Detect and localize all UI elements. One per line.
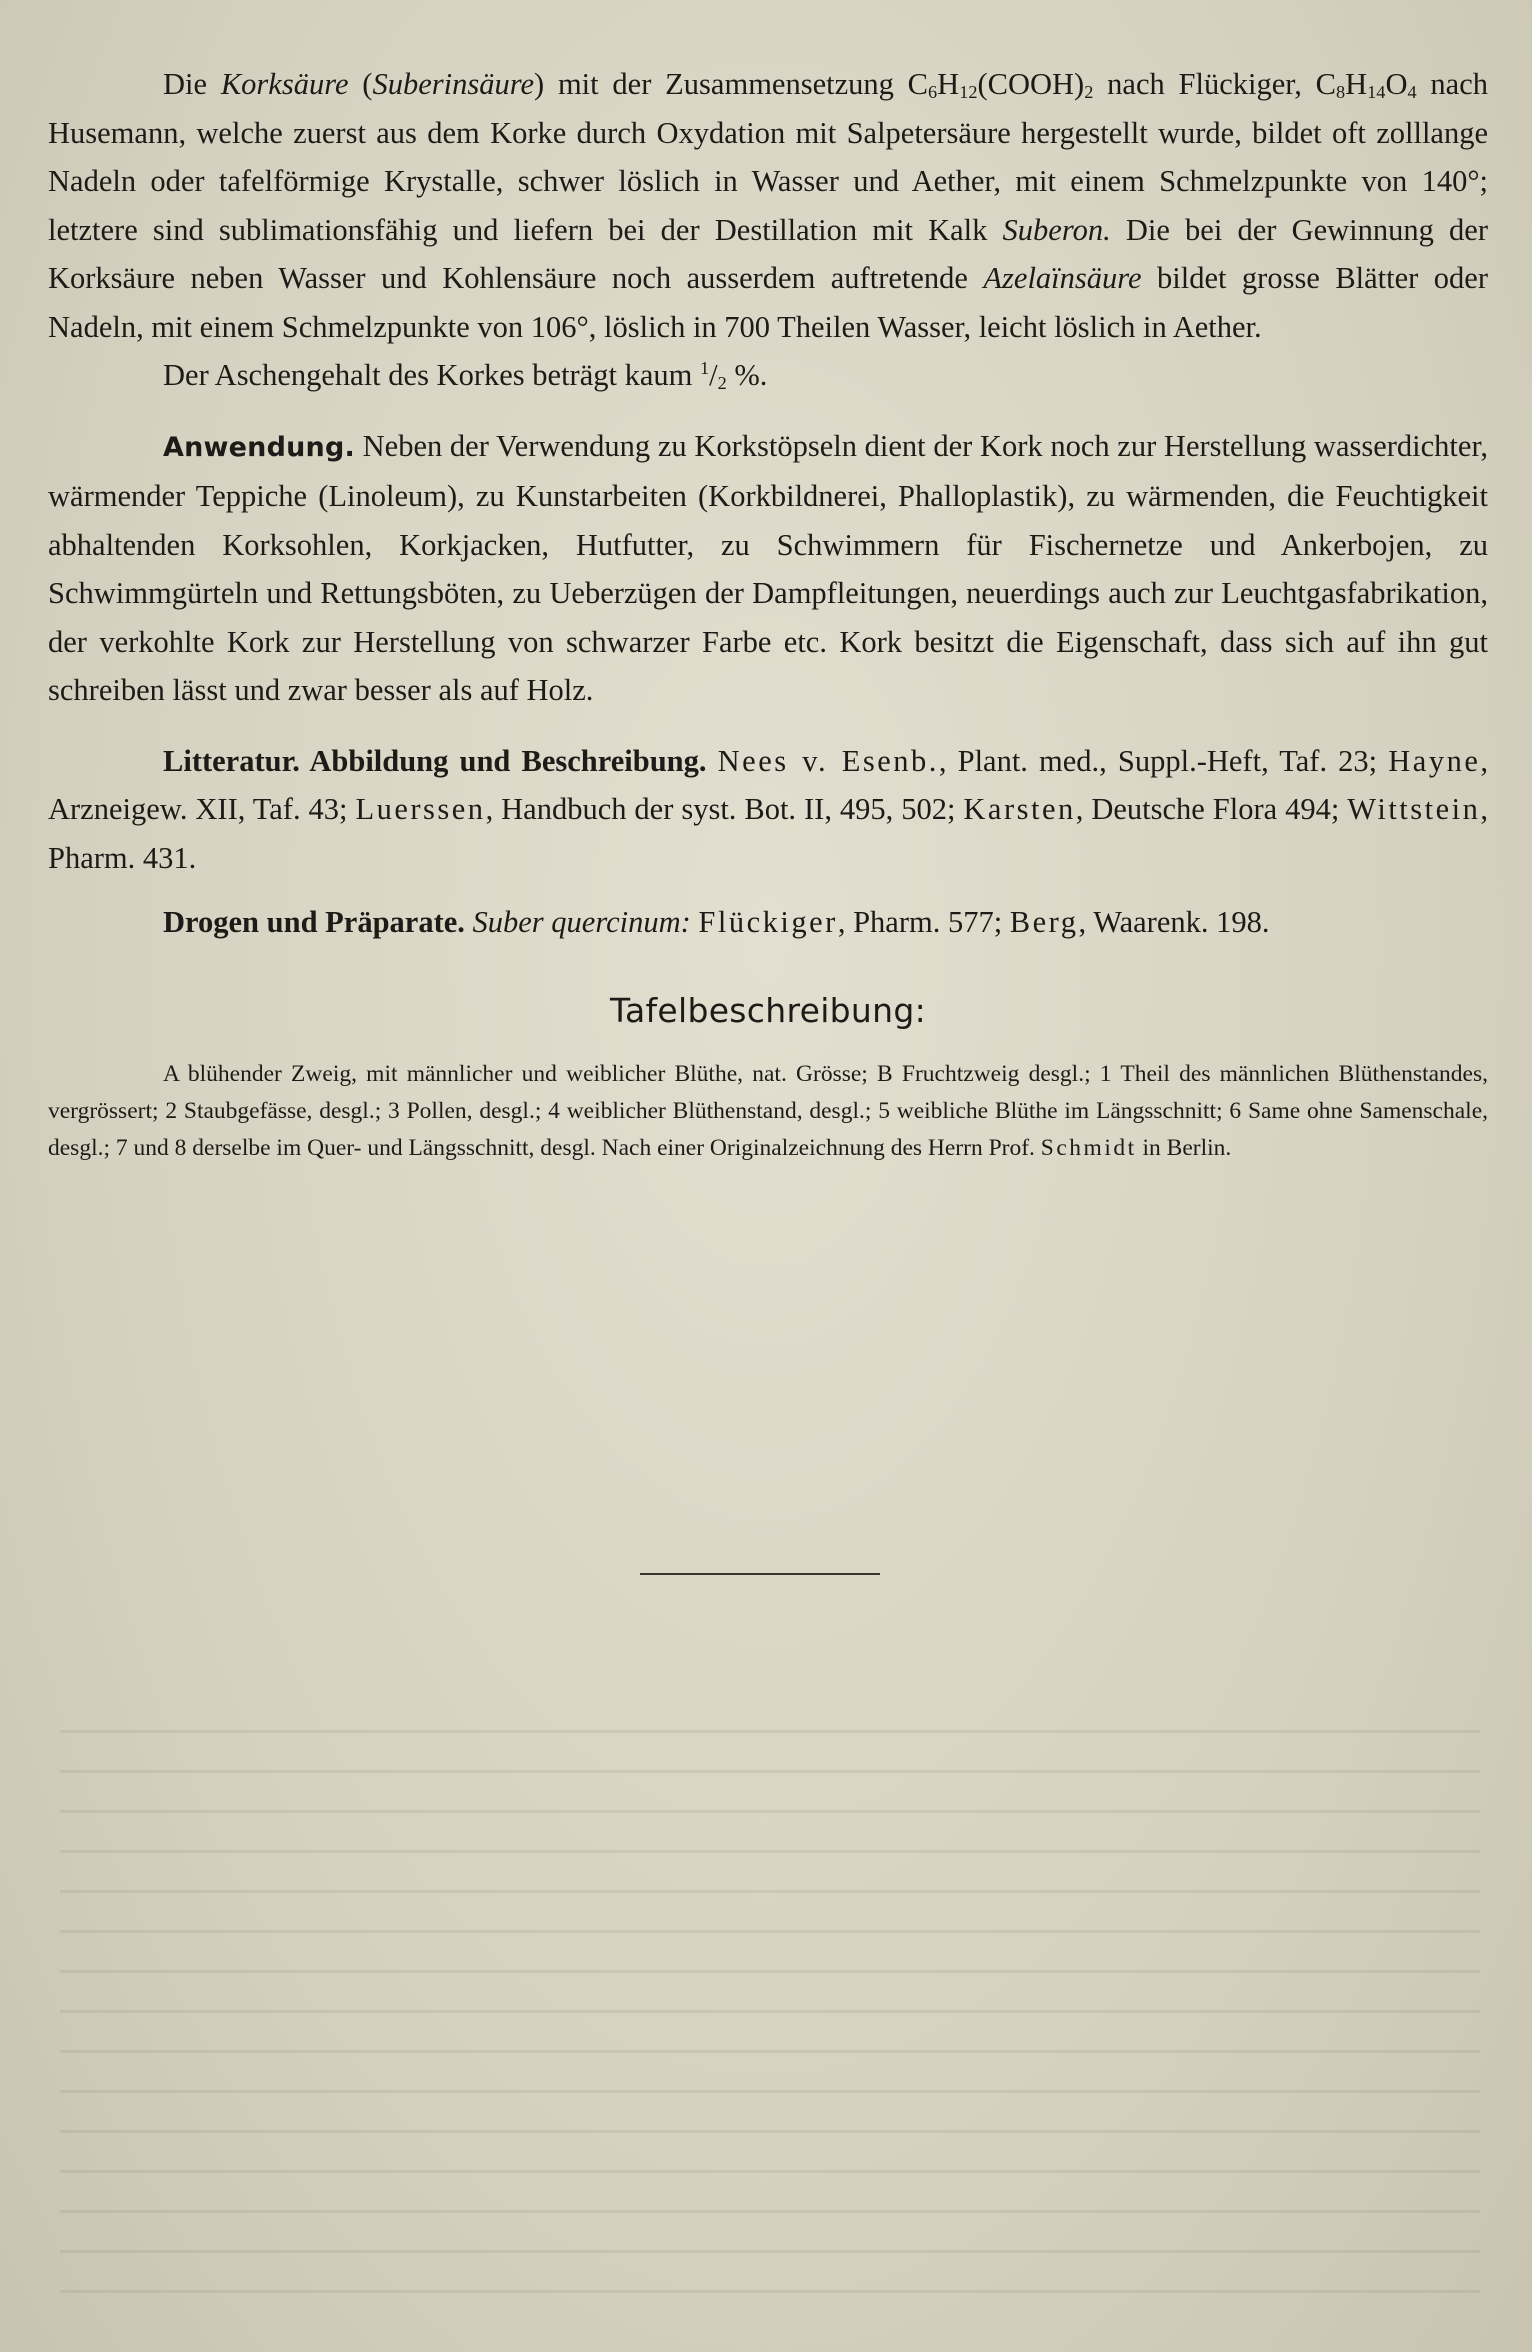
plate-description-heading: Tafelbeschreibung:: [609, 990, 927, 1030]
section-divider: [640, 1573, 880, 1575]
suberin-paragraph: Die Korksäure (Suberinsäure) mit der Zusammensetzung $C_6H_{12}(COOH)_2$ nach Flückiger, $C_8H_{14}O_4$ nach Husemann, welche zuerst aus dem Korke durch Oxydation mit Salpetersäure hergestellt wurde, bildet oft zolllange Nadeln oder tafelförmige Krystalle, schwer löslich in Wasser und Aether, mit einem Schmelzpunkte von 140°; letztere sind sublimationsfähig und liefern bei der Destillation mit Kalk Suberon. Die bei der Gewinnung der Korksäure neben Wasser und Kohlensäure noch ausserdem auftretende Azelaïnsäure bildet grosse Blätter oder Nadeln, mit einem Schmelzpunkte von 106°, löslich in 700 Theilen Wasser, leicht löslich in Aether.: [48, 67, 1488, 344]
application-lead: Anwendung.: [163, 431, 355, 463]
show-through-background: [60, 1700, 1480, 2320]
drugs-lead: Drogen und Präparate.: [163, 905, 465, 939]
ash-content-paragraph: Der Aschengehalt des Korkes beträgt kaum $^1/_2$ %.: [163, 357, 768, 393]
plate-description-text: A blühender Zweig, mit männlicher und weiblicher Blüthe, nat. Grösse; B Fruchtzweig desgl.; 1 Theil des männlichen Blüthenstandes, vergrössert; 2 Staubgefässe, desgl.; 3 Pollen, desgl.; 4 weiblicher Blüthenstand, desgl.; 5 weibliche Blüthe im Längsschnitt; 6 Same ohne Samenschale, desgl.; 7 und 8 derselbe im Quer- und Längsschnitt, desgl. Nach einer Originalzeichnung des Herrn Prof. Schmidt in Berlin.: [48, 1060, 1488, 1161]
application-paragraph: Anwendung. Neben der Verwendung zu Korkstöpseln dient der Kork noch zur Herstellung wasserdichter, wärmender Teppiche (Linoleum), zu Kunstarbeiten (Korkbildnerei, Phalloplastik), zu wärmenden, die Feuchtigkeit abhaltenden Korksohlen, Korkjacken, Hutfutter, zu Schwimmern für Fischernetze und Ankerbojen, zu Schwimmgürteln und Rettungsböten, zu Ueberzügen der Dampfleitungen, neuerdings auch zur Leuchtgasfabrikation, der verkohlte Kork zur Herstellung von schwarzer Farbe etc. Kork besitzt die Eigenschaft, dass sich auf ihn gut schreiben lässt und zwar besser als auf Holz.: [48, 428, 1488, 707]
page-body: [48, 60, 1488, 1167]
drugs-preparations-paragraph: Drogen und Präparate. Suber quercinum: Flückiger, Pharm. 577; Berg, Waarenk. 198.: [163, 905, 1270, 939]
literature-paragraph: Litteratur. Abbildung und Beschreibung. Nees v. Esenb., Plant. med., Suppl.-Heft, Taf. 23; Hayne, Arzneigew. XII, Taf. 43; Luerssen, Handbuch der syst. Bot. II, 495, 502; Karsten, Deutsche Flora 494; Wittstein, Pharm. 431.: [48, 743, 1488, 875]
literature-lead: Litteratur. Abbildung und Beschreibung.: [163, 743, 707, 778]
